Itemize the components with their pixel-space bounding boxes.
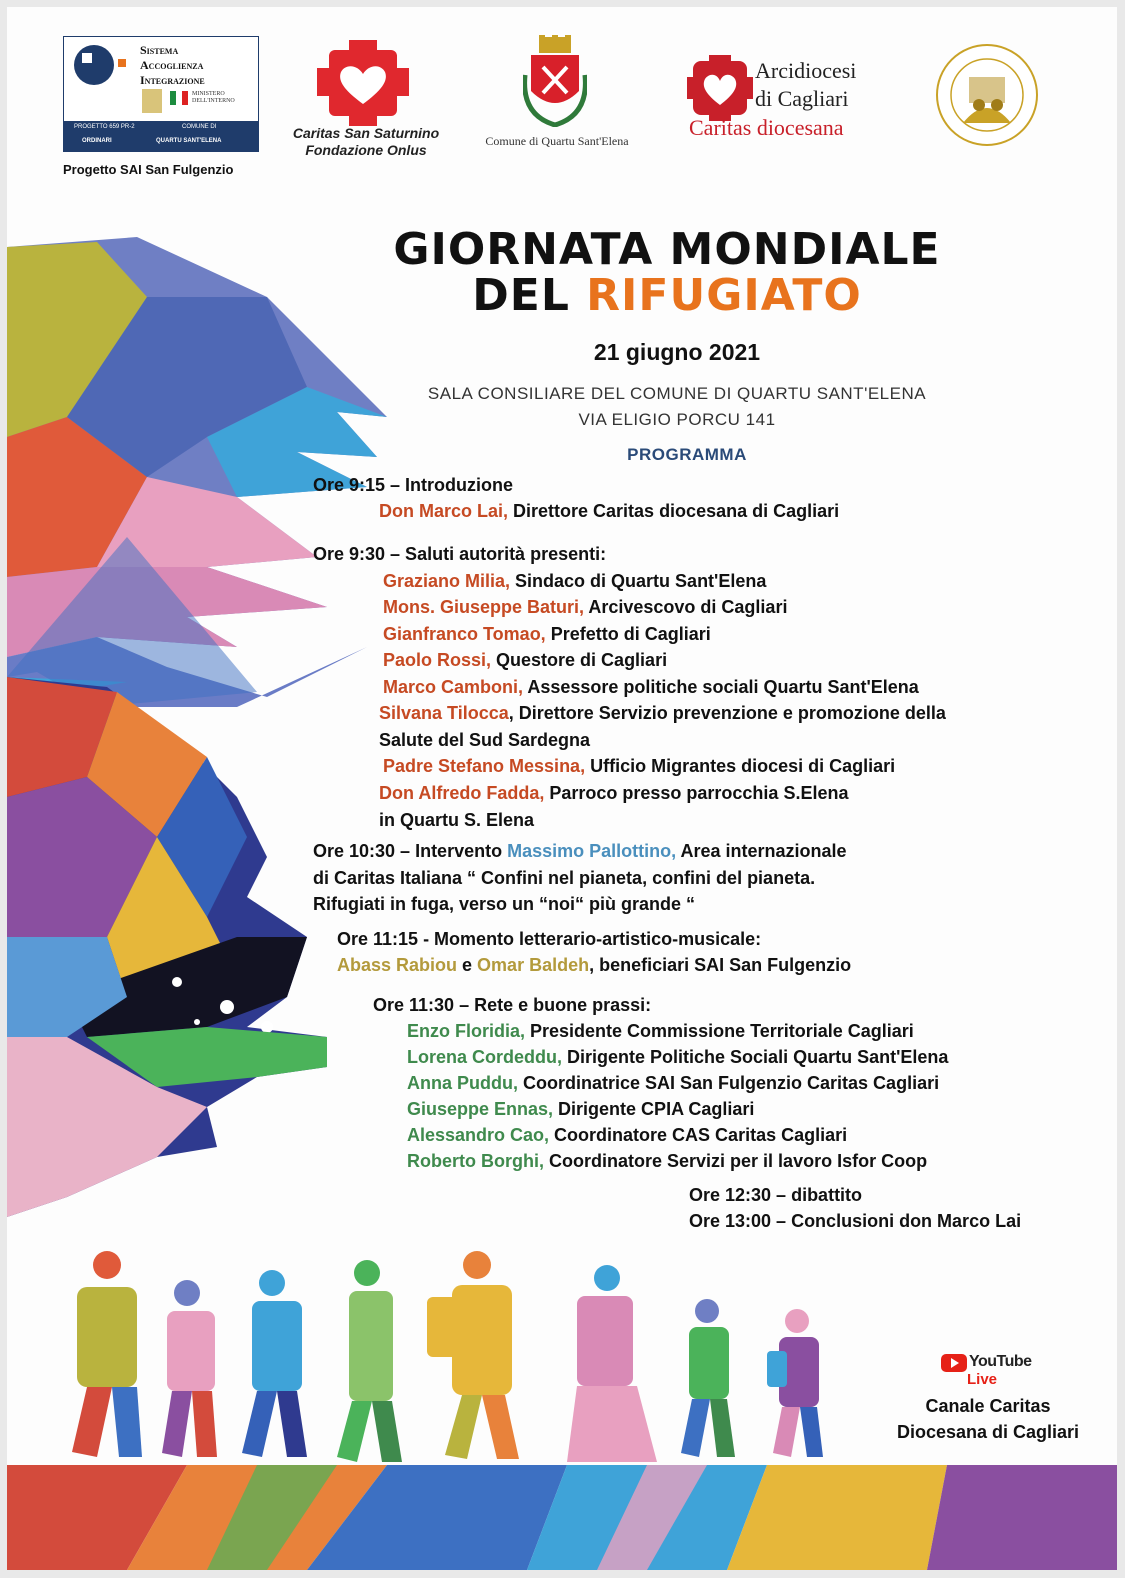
sai-bar-text: PROGETTO 659 PR-2: [74, 124, 135, 130]
youtube-play-icon: [941, 1353, 967, 1373]
speaker-role: Area internazionale: [676, 841, 847, 861]
speaker-name: Roberto Borghi,: [407, 1151, 544, 1171]
program-item: Ore 11:30 – Rete e buone prassi:: [373, 995, 652, 1015]
program-item: [383, 597, 787, 618]
speaker-role: Assessore politiche sociali Quartu Sant'Elena: [523, 677, 919, 697]
caritas-line: Caritas San Saturnino: [292, 125, 440, 141]
sai-title-line: Integrazione: [140, 73, 205, 87]
comune-name: Comune di Quartu Sant'Elena: [485, 134, 629, 148]
conjunction: e: [457, 955, 478, 975]
speaker-name: Abass Rabiou: [337, 955, 458, 975]
program-item: [379, 783, 848, 804]
event-venue: [367, 381, 987, 433]
program-item: di Caritas Italiana “ Confini nel pianeta, confini del pianeta.: [313, 868, 816, 888]
speaker-role: Direttore Caritas diocesana di Cagliari: [508, 501, 840, 521]
speaker-name: Enzo Floridia,: [407, 1021, 526, 1041]
speaker-role: Dirigente CPIA Cagliari: [553, 1099, 755, 1119]
speaker-role: Ufficio Migrantes diocesi di Cagliari: [585, 756, 896, 776]
speaker-name: Gianfranco Tomao,: [383, 624, 546, 644]
speaker-name: Graziano Milia,: [383, 571, 511, 591]
speaker-role: Coordinatore Servizi per il lavoro Isfor Coop: [544, 1151, 928, 1171]
caption-line: Diocesana di Cagliari: [896, 1422, 1080, 1442]
speaker-role: Coordinatrice SAI San Fulgenzio Caritas Cagliari: [518, 1073, 940, 1093]
speaker-role: Dirigente Politiche Sociali Quartu Sant'Elena: [562, 1047, 949, 1067]
title-prefix: DEL: [472, 270, 587, 321]
title-line-2: [367, 270, 967, 321]
sai-emblem-icon: [142, 89, 162, 113]
program-item: [383, 677, 919, 698]
sai-info-bar: [64, 121, 258, 151]
program-item: Ore 11:15 - Momento letterario-artistico-musicale:: [337, 929, 762, 949]
speaker-name: Omar Baldeh: [477, 955, 590, 975]
speaker-role: Coordinatore CAS Caritas Cagliari: [549, 1125, 848, 1145]
arcidiocesi-cross-icon: [687, 55, 753, 121]
youtube-live-label: Live: [967, 1371, 998, 1388]
arcidiocesi-name: [755, 57, 856, 113]
speaker-role: Parroco presso parrocchia S.Elena: [544, 783, 849, 803]
speaker-name: Lorena Cordeddu,: [407, 1047, 563, 1067]
program-item: Ore 9:30 – Saluti autorità presenti:: [313, 544, 607, 564]
ministry-label: MINISTERO DELL'INTERNO: [192, 91, 235, 104]
caritas-line: Fondazione Onlus: [305, 142, 427, 158]
program-item: [383, 571, 766, 592]
title-accent: RIFUGIATO: [586, 270, 862, 321]
caption-line: Canale Caritas: [925, 1396, 1051, 1416]
sai-title-line: Sistema: [140, 43, 179, 57]
speaker-name: Don Alfredo Fadda,: [379, 783, 545, 803]
caritas-heart-cross-icon: [317, 40, 409, 126]
program-item: [383, 756, 895, 777]
speaker-name: Don Marco Lai,: [379, 501, 509, 521]
program-item: [379, 501, 839, 522]
caritas-saturnino-name: [283, 125, 449, 159]
session-time: Ore 10:30 – Intervento: [313, 841, 508, 861]
speaker-role: , Direttore Servizio prevenzione e promozione della: [508, 703, 946, 723]
program-item: Salute del Sud Sardegna: [379, 730, 591, 750]
walking-migrants-illustration: [47, 1247, 867, 1487]
speaker-name: Silvana Tilocca: [379, 703, 509, 723]
arcidiocesi-line: di Cagliari: [755, 86, 849, 111]
migrantes-seal-icon: [935, 43, 1039, 147]
speaker-role: , beneficiari SAI San Fulgenzio: [589, 955, 852, 975]
comune-crest-icon: [523, 35, 587, 127]
left-mural-decoration: [7, 237, 407, 1237]
program-item: Ore 12:30 – dibattito: [689, 1185, 863, 1205]
speaker-name: Giuseppe Ennas,: [407, 1099, 554, 1119]
youtube-brand: YouTube: [969, 1353, 1032, 1370]
program-item: [383, 624, 711, 645]
sai-circle-icon: [74, 45, 114, 85]
speaker-role: Questore di Cagliari: [491, 650, 668, 670]
caritas-diocesana-label: Caritas diocesana: [689, 115, 844, 140]
italian-flag-icon: [170, 91, 188, 105]
speaker-name: Massimo Pallottino,: [507, 841, 677, 861]
program-item: [313, 841, 847, 862]
sai-bar-text: COMUNE DI: [182, 124, 217, 130]
program-item: Rifugiati in fuga, verso un “noi“ più grande “: [313, 894, 696, 914]
speaker-role: Sindaco di Quartu Sant'Elena: [510, 571, 767, 591]
sai-bar-text: ORDINARI: [82, 138, 112, 144]
program-item: [407, 1099, 754, 1120]
program-item: [337, 955, 851, 976]
speaker-name: Marco Camboni,: [383, 677, 524, 697]
speaker-role: Prefetto di Cagliari: [545, 624, 711, 644]
program-item: in Quartu S. Elena: [379, 810, 535, 830]
speaker-name: Anna Puddu,: [407, 1073, 518, 1093]
program-item: [407, 1021, 914, 1042]
venue-line: VIA ELIGIO PORCU 141: [578, 410, 776, 429]
program-item: [407, 1125, 847, 1146]
speaker-role: Presidente Commissione Territoriale Cagliari: [525, 1021, 914, 1041]
speaker-role: Arcivescovo di Cagliari: [584, 597, 788, 617]
program-item: Ore 13:00 – Conclusioni don Marco Lai: [689, 1211, 1022, 1231]
program-item: [407, 1073, 939, 1094]
program-item: [383, 650, 667, 671]
program-item: [407, 1151, 927, 1172]
program-item: Ore 9:15 – Introduzione: [313, 475, 514, 495]
arcidiocesi-line: Arcidiocesi: [755, 58, 857, 83]
flyer-page: [7, 7, 1117, 1570]
sai-caption: Progetto SAI San Fulgenzio: [63, 162, 234, 177]
youtube-channel-caption: [873, 1393, 1103, 1445]
event-date: 21 giugno 2021: [593, 339, 761, 365]
program-item: [379, 703, 946, 724]
speaker-name: Padre Stefano Messina,: [383, 756, 586, 776]
title-line-1: GIORNATA MONDIALE: [393, 224, 941, 275]
speaker-name: Mons. Giuseppe Baturi,: [383, 597, 585, 617]
programma-heading: PROGRAMMA: [627, 445, 747, 464]
venue-line: SALA CONSILIARE DEL COMUNE DI QUARTU SANT'ELENA: [427, 384, 927, 403]
speaker-name: Alessandro Cao,: [407, 1125, 550, 1145]
sai-bar-text: QUARTU SANT'ELENA: [156, 138, 222, 144]
sai-title-line: Accoglienza: [140, 58, 204, 72]
sai-logo: [63, 36, 259, 152]
event-title: [367, 224, 967, 321]
bottom-mural-band: [7, 1465, 1117, 1570]
speaker-name: Paolo Rossi,: [383, 650, 492, 670]
program-item: [407, 1047, 948, 1068]
